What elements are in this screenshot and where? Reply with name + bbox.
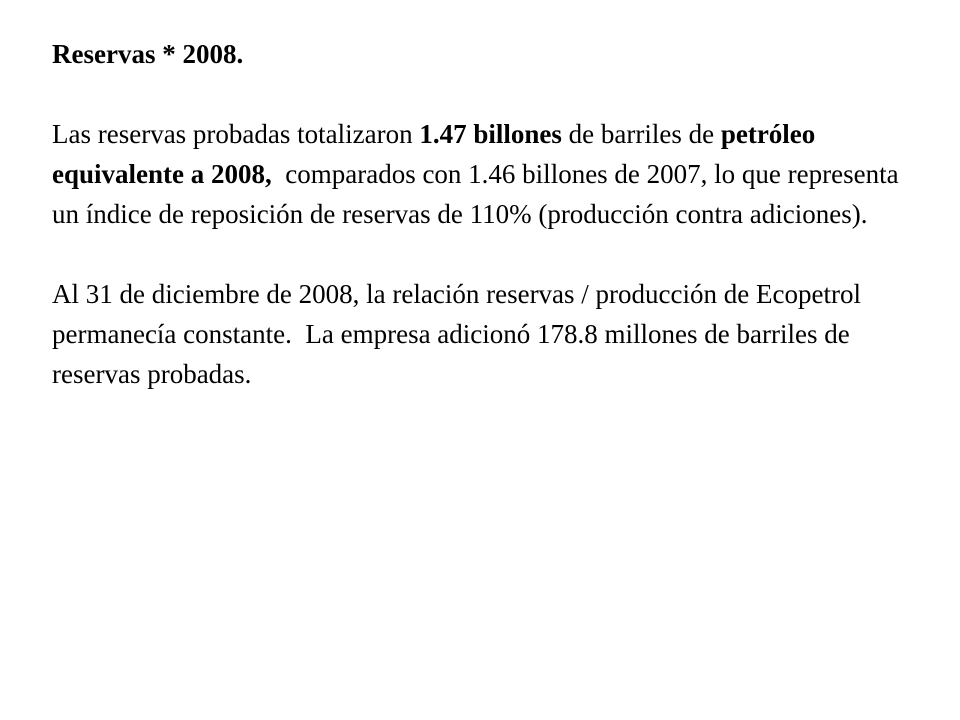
reserves-amount-bold: 1.47 billones bbox=[419, 119, 562, 149]
reserves-text-1: Las reservas probadas totalizaron bbox=[52, 119, 420, 149]
ratio-paragraph: Al 31 de diciembre de 2008, la relación reservas / producción de Ecopetrol permanecía constante. La empresa adicionó 178.8 millones de barriles de reservas probadas. bbox=[52, 279, 868, 389]
oil-equivalent-bold: petróleo equivalente a 2008, bbox=[52, 119, 816, 189]
reserves-paragraph bbox=[52, 114, 912, 234]
reserves-text-3: comparados con 1.46 billones de 2007, lo que representa un índice de reposición de reservas de 110% (producción contra adiciones). bbox=[52, 159, 906, 229]
slide-title: Reservas * 2008. bbox=[52, 39, 244, 69]
slide-content bbox=[52, 34, 912, 394]
reserves-text-2: de barriles de bbox=[561, 119, 721, 149]
